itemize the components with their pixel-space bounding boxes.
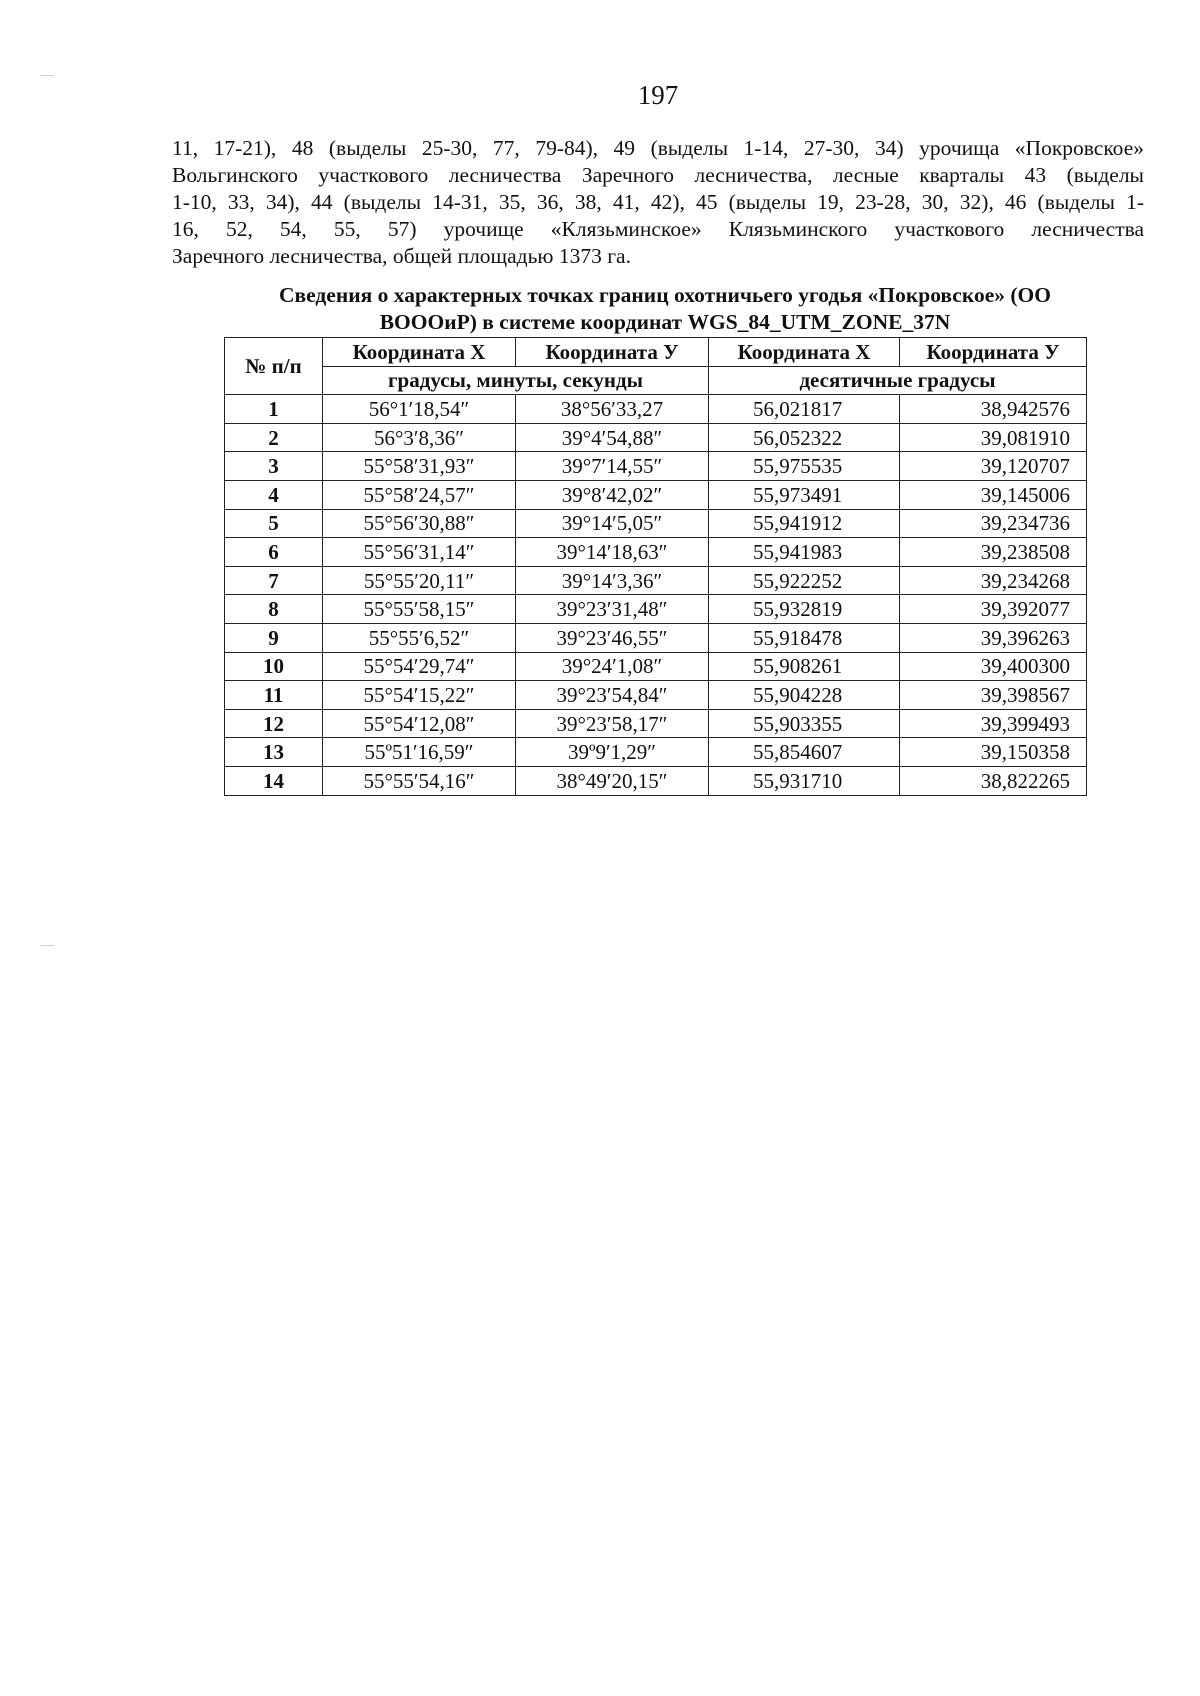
coord-y-decimal-cell: 38,822265 (900, 766, 1087, 795)
paragraph-line: Заречного лесничества, общей площадью 1373 га. (172, 244, 631, 268)
coord-x-dms-cell: 55°54′15,22″ (323, 681, 516, 710)
table-subheader-row (225, 366, 1087, 395)
coordinates-table (224, 337, 1087, 796)
coord-x-decimal-cell: 55,931710 (709, 766, 900, 795)
coord-y-decimal-cell: 38,942576 (900, 395, 1087, 424)
paragraph-line: 1-10, 33, 34), 44 (выделы 14-31, 35, 36, 38, 41, 42), 45 (выделы 19, 23-28, 30, 32), 46 (выделы 1- (172, 190, 1144, 214)
coord-x-dms-cell: 56°1′18,54″ (323, 395, 516, 424)
row-number-cell: 3 (225, 452, 323, 481)
coord-x-dms-cell: 55º51′16,59″ (323, 738, 516, 767)
coord-y-dms-cell: 39°23′31,48″ (516, 595, 709, 624)
coord-y-decimal-cell: 39,120707 (900, 452, 1087, 481)
coord-x-decimal-cell: 55,903355 (709, 709, 900, 738)
row-number-cell: 6 (225, 538, 323, 567)
coord-y-decimal-cell: 39,392077 (900, 595, 1087, 624)
table-row (225, 709, 1087, 738)
coord-x-dms-cell: 55°55′20,11″ (323, 566, 516, 595)
row-number-cell: 13 (225, 738, 323, 767)
coord-y-dms-cell: 38°56′33,27 (516, 395, 709, 424)
coord-y-decimal-cell: 39,150358 (900, 738, 1087, 767)
coord-x-dms-cell: 56°3′8,36″ (323, 423, 516, 452)
coord-y-dms-cell: 39°23′58,17″ (516, 709, 709, 738)
coord-y-decimal-cell: 39,398567 (900, 681, 1087, 710)
coord-y-decimal-cell: 39,400300 (900, 652, 1087, 681)
coord-x-decimal-cell: 56,052322 (709, 423, 900, 452)
coord-y-dms-cell: 39°7′14,55″ (516, 452, 709, 481)
table-title-line: ВОООиР) в системе координат WGS_84_UTM_ZONE_37N (379, 310, 951, 334)
coord-y-decimal-cell: 39,234736 (900, 509, 1087, 538)
subheader-dms: градусы, минуты, секунды (323, 366, 709, 395)
coord-x-decimal-cell: 55,854607 (709, 738, 900, 767)
row-number-cell: 8 (225, 595, 323, 624)
row-number-cell: 11 (225, 681, 323, 710)
coord-y-dms-cell: 38°49′20,15″ (516, 766, 709, 795)
coord-y-dms-cell: 39º9′1,29″ (516, 738, 709, 767)
header-coord-x-dms: Координата X (323, 338, 516, 367)
paragraph-line: Вольгинского участкового лесничества Заречного лесничества, лесные кварталы 43 (выделы (172, 163, 1144, 187)
table-row (225, 738, 1087, 767)
coord-x-dms-cell: 55°58′31,93″ (323, 452, 516, 481)
coord-x-dms-cell: 55°55′58,15″ (323, 595, 516, 624)
table-row (225, 452, 1087, 481)
table-title-line: Сведения о характерных точках границ охотничьего угодья «Покровское» (ОО (279, 283, 1051, 307)
table-row (225, 623, 1087, 652)
coord-y-dms-cell: 39°14′3,36″ (516, 566, 709, 595)
table-header-row (225, 338, 1087, 367)
row-number-cell: 12 (225, 709, 323, 738)
table-row (225, 509, 1087, 538)
subheader-decimal: десятичные градусы (709, 366, 1087, 395)
header-coord-y-dms: Координата У (516, 338, 709, 367)
row-number-cell: 10 (225, 652, 323, 681)
coord-y-decimal-cell: 39,081910 (900, 423, 1087, 452)
scan-margin-mark (40, 945, 54, 946)
coord-x-decimal-cell: 55,904228 (709, 681, 900, 710)
coord-x-decimal-cell: 55,908261 (709, 652, 900, 681)
coord-x-dms-cell: 55°58′24,57″ (323, 480, 516, 509)
scan-margin-mark (40, 75, 54, 76)
header-number: № п/п (225, 338, 323, 395)
coord-x-decimal-cell: 55,932819 (709, 595, 900, 624)
table-row (225, 395, 1087, 424)
table-row (225, 423, 1087, 452)
row-number-cell: 1 (225, 395, 323, 424)
coord-x-dms-cell: 55°54′29,74″ (323, 652, 516, 681)
coord-x-decimal-cell: 56,021817 (709, 395, 900, 424)
table-row (225, 595, 1087, 624)
coord-y-dms-cell: 39°14′5,05″ (516, 509, 709, 538)
row-number-cell: 2 (225, 423, 323, 452)
coord-y-decimal-cell: 39,238508 (900, 538, 1087, 567)
table-title (210, 282, 1120, 336)
paragraph-line: 16, 52, 54, 55, 57) урочище «Клязьминское» Клязьминского участкового лесничества (172, 217, 1144, 241)
coord-x-decimal-cell: 55,941983 (709, 538, 900, 567)
coord-y-decimal-cell: 39,145006 (900, 480, 1087, 509)
header-coord-y-dec: Координата У (900, 338, 1087, 367)
coord-y-dms-cell: 39°14′18,63″ (516, 538, 709, 567)
table-body (225, 395, 1087, 795)
coord-x-decimal-cell: 55,975535 (709, 452, 900, 481)
table-row (225, 766, 1087, 795)
coord-x-decimal-cell: 55,973491 (709, 480, 900, 509)
coord-y-dms-cell: 39°24′1,08″ (516, 652, 709, 681)
paragraph-line: 11, 17-21), 48 (выделы 25-30, 77, 79-84), 49 (выделы 1-14, 27-30, 34) урочища «Покровское» (172, 136, 1144, 160)
coord-x-dms-cell: 55°56′31,14″ (323, 538, 516, 567)
coord-x-decimal-cell: 55,922252 (709, 566, 900, 595)
coord-x-decimal-cell: 55,941912 (709, 509, 900, 538)
row-number-cell: 14 (225, 766, 323, 795)
coord-y-dms-cell: 39°23′54,84″ (516, 681, 709, 710)
table-row (225, 652, 1087, 681)
coord-y-dms-cell: 39°4′54,88″ (516, 423, 709, 452)
table-row (225, 480, 1087, 509)
coord-y-dms-cell: 39°8′42,02″ (516, 480, 709, 509)
body-paragraph (172, 135, 1144, 270)
coord-y-decimal-cell: 39,396263 (900, 623, 1087, 652)
row-number-cell: 4 (225, 480, 323, 509)
coord-x-decimal-cell: 55,918478 (709, 623, 900, 652)
row-number-cell: 7 (225, 566, 323, 595)
row-number-cell: 9 (225, 623, 323, 652)
page-number: 197 (637, 80, 679, 110)
coord-x-dms-cell: 55°55′6,52″ (323, 623, 516, 652)
table-row (225, 681, 1087, 710)
coord-y-dms-cell: 39°23′46,55″ (516, 623, 709, 652)
coord-x-dms-cell: 55°56′30,88″ (323, 509, 516, 538)
coord-y-decimal-cell: 39,234268 (900, 566, 1087, 595)
coord-x-dms-cell: 55°55′54,16″ (323, 766, 516, 795)
row-number-cell: 5 (225, 509, 323, 538)
coord-x-dms-cell: 55°54′12,08″ (323, 709, 516, 738)
table-row (225, 538, 1087, 567)
coord-y-decimal-cell: 39,399493 (900, 709, 1087, 738)
header-coord-x-dec: Координата X (709, 338, 900, 367)
table-row (225, 566, 1087, 595)
